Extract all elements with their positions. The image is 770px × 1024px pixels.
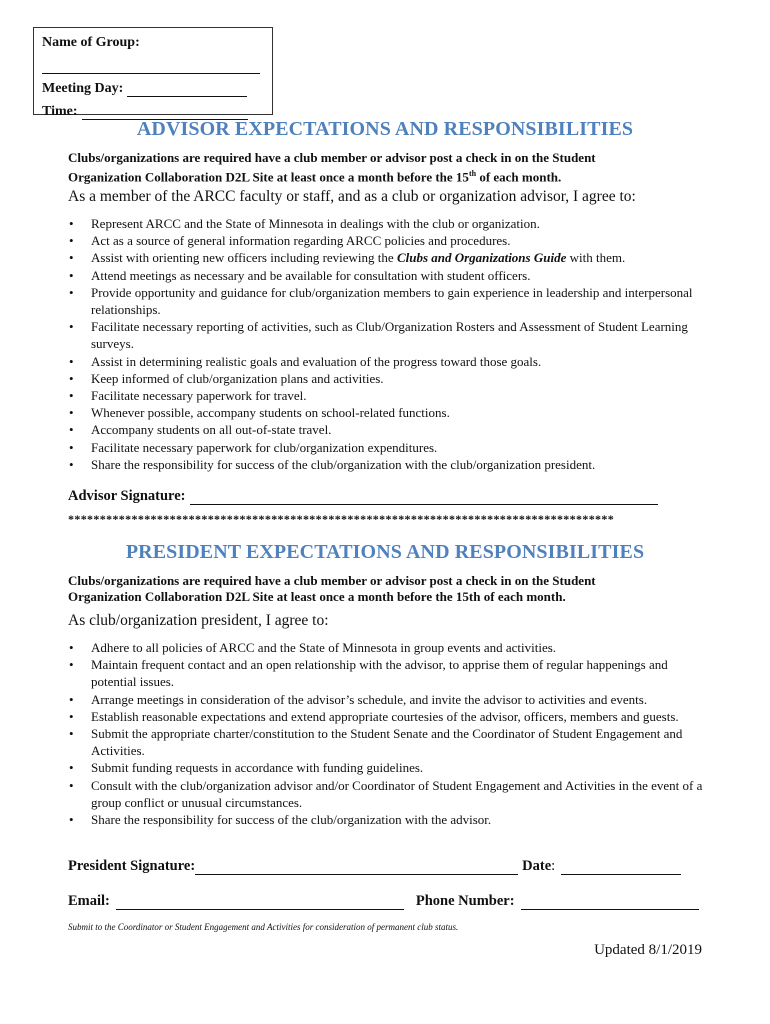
- email-label: Email:: [68, 893, 110, 909]
- date-field[interactable]: [561, 860, 681, 875]
- list-item: • Whenever possible, accompany students on school-related functions.: [68, 404, 708, 421]
- advisor-note-superscript: th: [468, 169, 477, 178]
- list-item: • Assist in determining realistic goals and evaluation of the progress toward those goals.: [68, 353, 708, 370]
- list-item: • Act as a source of general information regarding ARCC policies and procedures.: [68, 232, 708, 249]
- group-name-field[interactable]: [42, 60, 260, 74]
- advisor-signature-row: [68, 488, 658, 505]
- president-responsibilities-list: [68, 639, 708, 828]
- list-item: • Attend meetings as necessary and be available for consultation with student officers.: [68, 267, 708, 284]
- advisor-signature-field[interactable]: [190, 490, 658, 505]
- president-note-line1: Clubs/organizations are required have a club member or advisor post a check in on the Student: [68, 573, 596, 588]
- phone-field[interactable]: [521, 895, 699, 910]
- list-item: • Keep informed of club/organization plans and activities.: [68, 370, 708, 387]
- president-signature-field[interactable]: [195, 860, 518, 875]
- list-item: • Arrange meetings in consideration of the advisor’s schedule, and invite the advisor to activities and events.: [68, 691, 708, 708]
- list-item: • Submit the appropriate charter/constitution to the Student Senate and the Coordinator of Student Engagement and Activities.: [68, 725, 708, 759]
- president-section-title: PRESIDENT EXPECTATIONS AND RESPONSIBILITIES: [125, 541, 645, 563]
- list-item: [68, 249, 708, 266]
- section-separator: **************************************************************************************: [68, 512, 615, 526]
- list-item: • Establish reasonable expectations and extend appropriate courtesies of the advisor, officers, members and guests.: [68, 708, 708, 725]
- list-item: • Maintain frequent contact and an open relationship with the advisor, to apprise them of regular happenings and potential issues.: [68, 656, 708, 690]
- meeting-day-label: Meeting Day:: [42, 81, 124, 96]
- list-item: • Facilitate necessary paperwork for travel.: [68, 387, 708, 404]
- list-item: • Share the responsibility for success of the club/organization with the club/organization president.: [68, 456, 708, 473]
- list-item: • Provide opportunity and guidance for club/organization members to gain experience in leadership and interpersonal relationships.: [68, 284, 708, 318]
- list-item-text: Assist with orienting new officers including reviewing the: [91, 250, 397, 266]
- president-checkin-note: [68, 573, 708, 605]
- time-label: Time:: [42, 104, 78, 119]
- advisor-checkin-note: [68, 150, 708, 185]
- advisor-note-line2-end: of each month.: [476, 169, 562, 185]
- list-item: • Submit funding requests in accordance with funding guidelines.: [68, 759, 708, 776]
- phone-label: Phone Number:: [415, 893, 515, 909]
- list-item-suffix: with them.: [566, 250, 626, 266]
- list-item: • Facilitate necessary reporting of activities, such as Club/Organization Rosters and Assessment of Student Learning surveys.: [68, 318, 708, 352]
- advisor-signature-label: Advisor Signature:: [68, 488, 186, 504]
- president-intro: As club/organization president, I agree to:: [68, 612, 329, 629]
- meeting-day-row: [42, 80, 264, 97]
- meeting-day-field[interactable]: [127, 83, 247, 97]
- list-item: • Accompany students on all out-of-state travel.: [68, 421, 708, 438]
- date-label: Date: [522, 858, 552, 874]
- advisor-note-line2: [68, 166, 708, 185]
- advisor-section-title: ADVISOR EXPECTATIONS AND RESPONSIBILITIES: [136, 118, 634, 140]
- list-item: • Facilitate necessary paperwork for club/organization expenditures.: [68, 439, 708, 456]
- list-item: • Share the responsibility for success of the club/organization with the advisor.: [68, 811, 708, 828]
- advisor-responsibilities-list: [68, 215, 708, 473]
- updated-date: Updated 8/1/2019: [594, 942, 702, 958]
- group-name-row: [42, 34, 264, 51]
- advisor-note-line2-text: Organization Collaboration D2L Site at least once a month before the 15: [68, 169, 469, 185]
- list-item: • Adhere to all policies of ARCC and the State of Minnesota in group events and activities.: [68, 639, 708, 656]
- group-info-box: [33, 27, 273, 119]
- list-item: • Consult with the club/organization advisor and/or Coordinator of Student Engagement and Activities in the event of a group conflict or unusual circumstances.: [68, 777, 708, 811]
- president-signature-label: President Signature:: [68, 858, 196, 874]
- list-item: • Represent ARCC and the State of Minnesota in dealings with the club or organization.: [68, 215, 708, 232]
- group-name-label: Name of Group:: [42, 35, 140, 50]
- president-signature-row: [68, 858, 681, 875]
- date-colon: :: [551, 858, 556, 874]
- contact-row: [68, 893, 699, 910]
- advisor-intro: As a member of the ARCC faculty or staff, and as a club or organization advisor, I agree to:: [68, 188, 636, 205]
- advisor-note-line1: Clubs/organizations are required have a club member or advisor post a check in on the Student: [68, 150, 596, 165]
- group-name-field-row: [42, 57, 264, 74]
- submit-note: Submit to the Coordinator or Student Engagement and Activities for consideration of permanent club status.: [68, 922, 459, 932]
- email-field[interactable]: [116, 895, 404, 910]
- guide-title: Clubs and Organizations Guide: [396, 250, 567, 266]
- president-note-line2: Organization Collaboration D2L Site at least once a month before the 15th of each month.: [68, 589, 566, 604]
